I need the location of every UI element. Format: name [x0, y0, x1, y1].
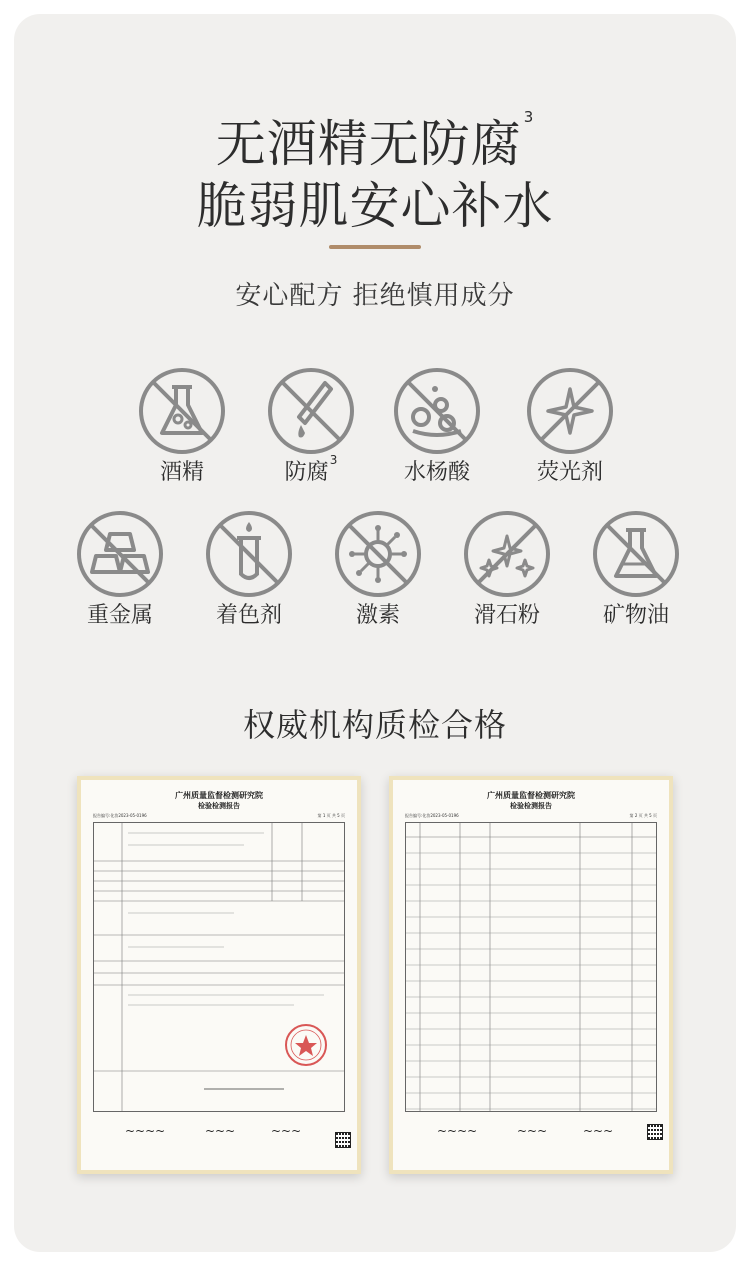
report-name: 检验检测报告 [510, 801, 552, 810]
powder-no-icon [461, 508, 553, 600]
signature-3: ~~~ [271, 1124, 302, 1138]
label-heavy-metals: 重金属 [86, 603, 153, 628]
divider [329, 245, 421, 249]
label-preservative: 防腐$^3$ [284, 453, 338, 485]
label-hormones: 激素 [355, 603, 400, 628]
report-grid [94, 823, 344, 1111]
signature-3: ~~~ [583, 1124, 614, 1138]
molecule-no-icon [391, 365, 483, 457]
headline-line-1: 无酒精无防腐 $^3$ [215, 108, 535, 173]
signature-1: ~~~~ [125, 1124, 166, 1138]
flask-no-icon [136, 365, 228, 457]
report-institute: 广州质量监督检测研究院 [175, 790, 263, 800]
label-talc: 滑石粉 [473, 603, 540, 628]
beaker-no-icon [590, 508, 682, 600]
qr-code [647, 1124, 663, 1140]
label-alcohol: 酒精 [159, 460, 204, 485]
report-name: 检验检测报告 [198, 801, 240, 810]
signature-2: ~~~ [517, 1124, 548, 1138]
test-report-page-1 [77, 776, 361, 1174]
sparkle-no-icon [524, 365, 616, 457]
footnote-mark: 3 [523, 108, 535, 126]
subtitle: 安心配方 拒绝慎用成分 [235, 281, 515, 311]
report-page: 第 1 页 共 5 页 [317, 813, 345, 818]
metal-bars-no-icon [74, 508, 166, 600]
label-colorant: 着色剂 [215, 603, 282, 628]
signature-1: ~~~~ [437, 1124, 478, 1138]
section-title: 权威机构质检合格 [242, 706, 507, 744]
report-number: 报告编号:化妆2023-05-0196 [405, 813, 459, 818]
dropper-no-icon [265, 365, 357, 457]
virus-no-icon [332, 508, 424, 600]
report-institute: 广州质量监督检测研究院 [487, 790, 575, 800]
test-report-page-2 [389, 776, 673, 1174]
headline-line-2: 脆弱肌安心补水 [196, 177, 554, 235]
report-grid [406, 823, 656, 1111]
report-table [405, 822, 657, 1112]
test-tube-no-icon [203, 508, 295, 600]
label-mineral-oil: 矿物油 [602, 603, 669, 628]
report-page: 第 2 页 共 5 页 [629, 813, 657, 818]
label-salicylic-acid: 水杨酸 [403, 460, 470, 485]
report-table [93, 822, 345, 1112]
signature-2: ~~~ [205, 1124, 236, 1138]
report-number: 报告编号:化妆2023-05-0196 [93, 813, 147, 818]
label-fluorescent-agent: 荧光剂 [536, 460, 603, 485]
qr-code [335, 1132, 351, 1148]
